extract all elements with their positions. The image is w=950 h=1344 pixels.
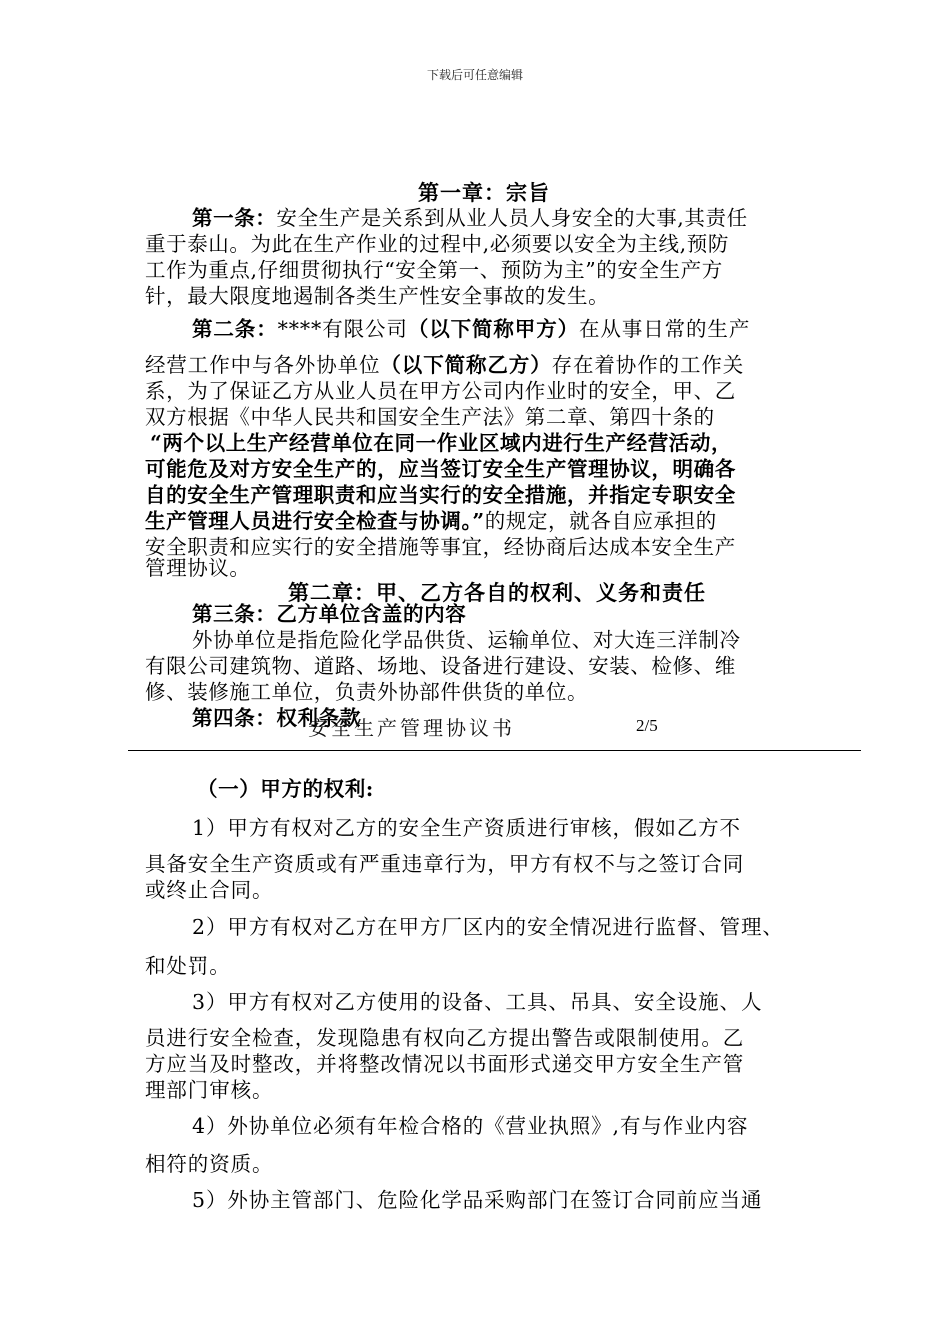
item5-line-1: 5）外协主管部门、危险化学品采购部门在签订合同前应当通 (192, 1188, 763, 1212)
item1-line-1: 1）甲方有权对乙方的安全生产资质进行审核，假如乙方不 (192, 816, 741, 840)
item2-line-2: 和处罚。 (145, 954, 231, 978)
article1-label: 第一条： (192, 206, 277, 230)
item4-line-1: 4）外协单位必须有年检合格的《营业执照》,有与作业内容 (192, 1114, 749, 1138)
article3-line-1: 外协单位是指危险化学品供货、运输单位、对大连三洋制冷 (192, 628, 741, 652)
article4-label: 第四条：权利条款 (192, 706, 361, 730)
section-title: （一）甲方的权利: (197, 777, 374, 801)
article2-line-4: 双方根据《中华人民共和国安全生产法》第二章、第四十条的 (145, 405, 715, 429)
chapter1-title: 第一章：宗旨 (418, 180, 550, 205)
article3-line-2: 有限公司建筑物、道路、场地、设备进行建设、安装、检修、维 (145, 654, 736, 678)
article2-line-2: 经营工作中与各外协单位（以下简称乙方）存在着协作的工作关 (145, 353, 745, 377)
item1-line-2: 具备安全生产资质或有严重违章行为，甲方有权不与之签订合同 (145, 852, 745, 876)
article2-quote-line-3: 自的安全生产管理职责和应当实行的安全措施，并指定专职安全 (145, 483, 736, 507)
article2-line-10: 管理协议。 (145, 556, 251, 580)
page-divider (128, 750, 861, 751)
item3-line-2: 员进行安全检查，发现隐患有权向乙方提出警告或限制使用。乙 (145, 1026, 745, 1050)
article2-line-1: 第二条：****有限公司（以下简称甲方）在从事日常的生产 (192, 317, 751, 341)
article1-line-2: 重于泰山。为此在生产作业的过程中,必须要以安全为主线,预防 (145, 232, 729, 256)
item3-line-4: 理部门审核。 (145, 1078, 274, 1102)
article1-line-1: 第一条：安全生产是关系到从业人员人身安全的大事,其责任 (192, 206, 748, 230)
article3-label: 第三条：乙方单位含盖的内容 (192, 602, 467, 626)
article3-line-3: 修、装修施工单位，负责外协部件供货的单位。 (145, 680, 589, 704)
item3-line-1: 3）甲方有权对乙方使用的设备、工具、吊具、安全设施、人 (192, 990, 763, 1014)
item1-line-3: 或终止合同。 (145, 878, 274, 902)
item2-line-1: 2）甲方有权对乙方在甲方厂区内的安全情况进行监督、管理、 (192, 915, 784, 939)
header-note: 下载后可任意编辑 (426, 68, 523, 82)
article2-line-9: 安全职责和应实行的安全措施等事宜，经协商后达成本安全生产 (145, 535, 736, 559)
article2-line-3: 系，为了保证乙方从业人员在甲方公司内作业时的安全，甲、乙 (145, 379, 736, 403)
article2-label: 第二条： (192, 317, 278, 341)
chapter2-title: 第二章：甲、乙方各自的权利、义务和责任 (288, 580, 706, 605)
article2-quote-line-2: 可能危及对方安全生产的，应当签订安全生产管理协议，明确各 (145, 457, 736, 481)
page-number: 2/5 (636, 716, 658, 735)
item3-line-3: 方应当及时整改，并将整改情况以书面形式递交甲方安全生产管 (145, 1052, 745, 1076)
footer-title: 安全生产管理协议书 (308, 716, 515, 740)
article1-line-3: 工作为重点,仔细贯彻执行“安全第一、预防为主”的安全生产方 (145, 258, 723, 282)
article2-line-8: 生产管理人员进行安全检查与协调。”的规定，就各自应承担的 (145, 509, 717, 533)
article2-quote-line-1: “两个以上生产经营单位在同一作业区域内进行生产经营活动， (150, 431, 733, 455)
article1-line-4: 针，最大限度地遏制各类生产性安全事故的发生。 (145, 284, 610, 308)
item4-line-2: 相符的资质。 (145, 1152, 274, 1176)
